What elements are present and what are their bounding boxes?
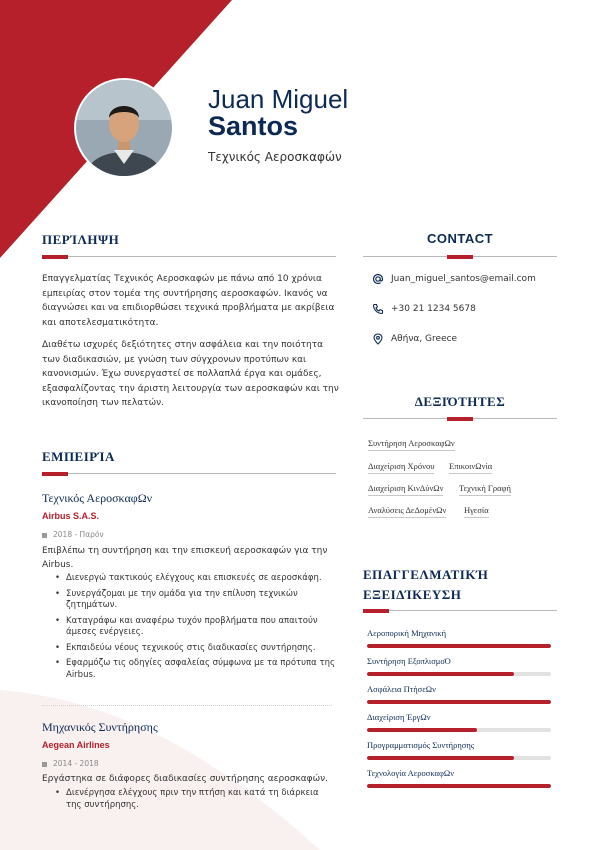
location-pin-icon bbox=[372, 333, 384, 345]
specialization-label: Τεχνολογία ΑεροσκαφΩν bbox=[367, 768, 455, 778]
list-item: • Συνεργάζομαι με την ομάδα για την επίλυση τεχνικών ζητημάτων. bbox=[55, 589, 335, 612]
job-company: Aegean Airlines bbox=[42, 740, 110, 750]
at-icon bbox=[372, 273, 384, 285]
specialization-bar bbox=[367, 784, 551, 788]
list-item: • Διενεργώ τακτικούς ελέγχους και επισκευές σε αεροσκάφη. bbox=[55, 573, 335, 585]
contact-phone[interactable]: +30 21 1234 5678 bbox=[372, 303, 476, 315]
phone-icon bbox=[372, 303, 384, 315]
contact-location: Αθήνα, Greece bbox=[372, 333, 457, 345]
job-description: Επιβλέπω τη συντήρηση και την επισκευή αεροσκαφών για την Airbus. bbox=[42, 546, 328, 570]
specialization-bar bbox=[367, 756, 551, 760]
specialization-heading: ΕΠΑΓΓΕΛΜΑΤΙΚΉ ΕΞΕΙΔΊΚΕΥΣΗ bbox=[363, 567, 489, 602]
skill-tag: Ηγεσία bbox=[464, 505, 489, 518]
list-item: • Καταγράφω και αναφέρω τυχόν προβλήματα που απαιτούν άμεσες ενέργειες. bbox=[55, 616, 335, 639]
job-description: Εργάστηκα σε διάφορες διαδικασίες συντήρησης αεροσκαφών. bbox=[42, 774, 329, 784]
job-role: Τεχνικός ΑεροσκαφΩν bbox=[42, 491, 153, 505]
list-item: • Εφαρμόζω τις οδηγίες ασφαλείας σύμφωνα με τα πρότυπα της Airbus. bbox=[55, 658, 335, 681]
specialization-label: Ασφάλεια ΠτήσεΩν bbox=[367, 684, 436, 694]
summary-heading: ΠΕΡΊΛΗΨΗ bbox=[42, 232, 120, 247]
skill-tag: Διαχείριση ΚινΔύνΩν bbox=[368, 483, 443, 496]
specialization-label: Αεροπορική Μηχανική bbox=[367, 628, 447, 638]
job-bullet-list bbox=[55, 788, 335, 815]
job-company: Airbus S.A.S. bbox=[42, 511, 100, 521]
job-date: 2014 - 2018 bbox=[42, 759, 99, 768]
skills-heading: ΔΕΞΙΌΤΗΤΕΣ bbox=[414, 394, 506, 409]
last-name: Santos bbox=[208, 111, 299, 141]
experience-heading: ΕΜΠΕΙΡΊΑ bbox=[42, 449, 115, 464]
job-separator bbox=[42, 705, 332, 706]
specialization-bar bbox=[367, 700, 551, 704]
skill-tag: Διαχείριση Χρόνου bbox=[368, 461, 434, 474]
summary-divider bbox=[42, 256, 336, 257]
job-role: Μηχανικός Συντήρησης bbox=[42, 720, 158, 734]
job-bullet-list bbox=[55, 573, 335, 685]
experience-divider bbox=[42, 473, 336, 474]
skill-tag: ΕπικοινΩνία bbox=[449, 461, 492, 474]
specialization-label: Διαχείριση ΈργΩν bbox=[367, 712, 431, 722]
skills-divider bbox=[363, 418, 557, 419]
first-name: Juan Miguel bbox=[208, 84, 349, 114]
specialization-label: Προγραμματισμός Συντήρησης bbox=[367, 740, 475, 750]
contact-email[interactable]: Juan_miguel_santos@email.com bbox=[372, 273, 536, 285]
date-marker-icon bbox=[42, 533, 47, 538]
summary-paragraph-2: Διαθέτω ισχυρές δεξιότητες στην ασφάλεια και την ποιότητα των διαδικασιών, με γνώση των σύγχρονων προτύπων και κανονισμών. Έχω συνεργαστεί σε πολλαπλά έργα και ομάδες, εξασφαλίζοντας την άριστη λειτουργία των αεροσκαφών και την ικανοποίηση των πελατών. bbox=[42, 340, 339, 408]
specialization-divider bbox=[363, 610, 557, 611]
specialization-bar bbox=[367, 644, 551, 648]
job-title: Τεχνικός Αεροσκαφών bbox=[208, 150, 342, 164]
list-item: • Εκπαιδεύω νέους τεχνικούς στις διαδικασίες συντήρησης. bbox=[55, 643, 335, 655]
job-date: 2018 - Παρόν bbox=[42, 530, 104, 539]
list-item: • Διενέργησα ελέγχους πριν την πτήση και κατά τη διάρκεια της συντήρησης. bbox=[55, 788, 335, 811]
specialization-label: Συντήρηση ΕξοπλισμοΌ bbox=[367, 656, 451, 666]
contact-heading: CONTACT bbox=[426, 231, 494, 246]
skill-tag: Τεχνική Γραφή bbox=[459, 483, 511, 496]
skill-tag: Αναλύσεις ΔεΔομένΩν bbox=[368, 505, 446, 518]
contact-divider bbox=[363, 256, 557, 257]
specialization-bar bbox=[367, 672, 551, 676]
summary-paragraph-1: Επαγγελματίας Τεχνικός Αεροσκαφών με πάνω από 10 χρόνια εμπειρίας στον τομέα της συντήρησης αεροσκαφών. Ικανός να διαγνώσει και να επιδιορθώσει τεχνικά προβλήματα με ακρίβεια και αποτελεσματικότητα. bbox=[42, 274, 335, 328]
skill-tag: Συντήρηση ΑεροσκαφΩν bbox=[368, 438, 455, 451]
avatar bbox=[76, 80, 172, 176]
specialization-bar bbox=[367, 728, 551, 732]
date-marker-icon bbox=[42, 762, 47, 767]
